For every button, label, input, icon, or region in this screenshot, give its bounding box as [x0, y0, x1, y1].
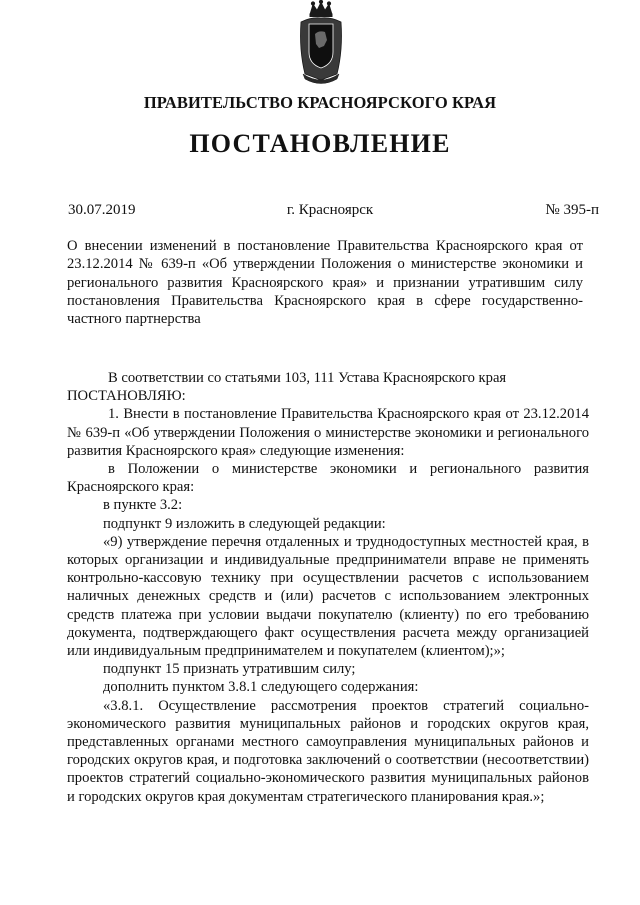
organization-title: ПРАВИТЕЛЬСТВО КРАСНОЯРСКОГО КРАЯ — [143, 93, 497, 112]
coat-of-arms-emblem — [297, 0, 345, 88]
document-number: № 395-п — [545, 202, 599, 218]
document-date: 30.07.2019 — [68, 202, 136, 218]
document-type-title: ПОСТАНОВЛЕНИЕ — [189, 129, 451, 158]
subitem-9-intro: подпункт 9 изложить в следующей редакции: — [103, 515, 386, 532]
decree-word: ПОСТАНОВЛЯЮ: — [67, 388, 186, 405]
preamble-paragraph: В соответствии со статьями 103, 111 Устава Красноярского края — [108, 370, 507, 386]
item-1-paragraph: 1. Внести в постановление Правительства Красноярского края от 23.12.2014 № 639-п «Об утверждении Положения о министерстве экономики и регионального развития Красноярского края» следующие изменения: — [67, 406, 589, 459]
regulation-paragraph: в Положении о министерстве экономики и регионального развития Красноярского края: — [67, 461, 589, 496]
document-body — [67, 369, 589, 806]
subitem-15-paragraph: подпункт 15 признать утратившим силу; — [103, 661, 356, 678]
subitem-9-text: «9) утверждение перечня отдаленных и труднодоступных местностей края, в которых организации и индивидуальные предприниматели вправе не применять контрольно-кассовую технику при осуществлении расчетов с использованием наличных денежных средств и (или) расчетов с использованием электронных средств платежа при условии выдачи покупателю (клиенту) по его требованию документа, подтверждающего факт осуществления расчета между организацией или индивидуальным предпринимателем и покупателем (клиентом);»; — [67, 533, 589, 660]
add-item-3-8-1-paragraph: дополнить пунктом 3.8.1 следующего содержания: — [103, 679, 419, 696]
item-3-2-paragraph: в пункте 3.2: — [103, 497, 183, 514]
document-subject: О внесении изменений в постановление Правительства Красноярского края от 23.12.2014 № 639-п «Об утверждении Положения о министерстве экономики и регионального развития Красноярского края» и признании утратившим силу постановления Правительства Красноярского края в сфере государственно-частного партнерства — [67, 238, 583, 328]
document-city: г. Красноярск — [286, 202, 374, 218]
item-3-8-1-text: «3.8.1. Осуществление рассмотрения проектов стратегий социально-экономического развития муниципальных районов и городских округов края, представленных органами местного самоуправления муниципальных районов и городских округов края, и подготовка заключений о соответствии (несоответствии) проектов стратегий социально-экономического развития муниципальных районов и городских округов края документам стратегического планирования края.»; — [67, 697, 589, 805]
